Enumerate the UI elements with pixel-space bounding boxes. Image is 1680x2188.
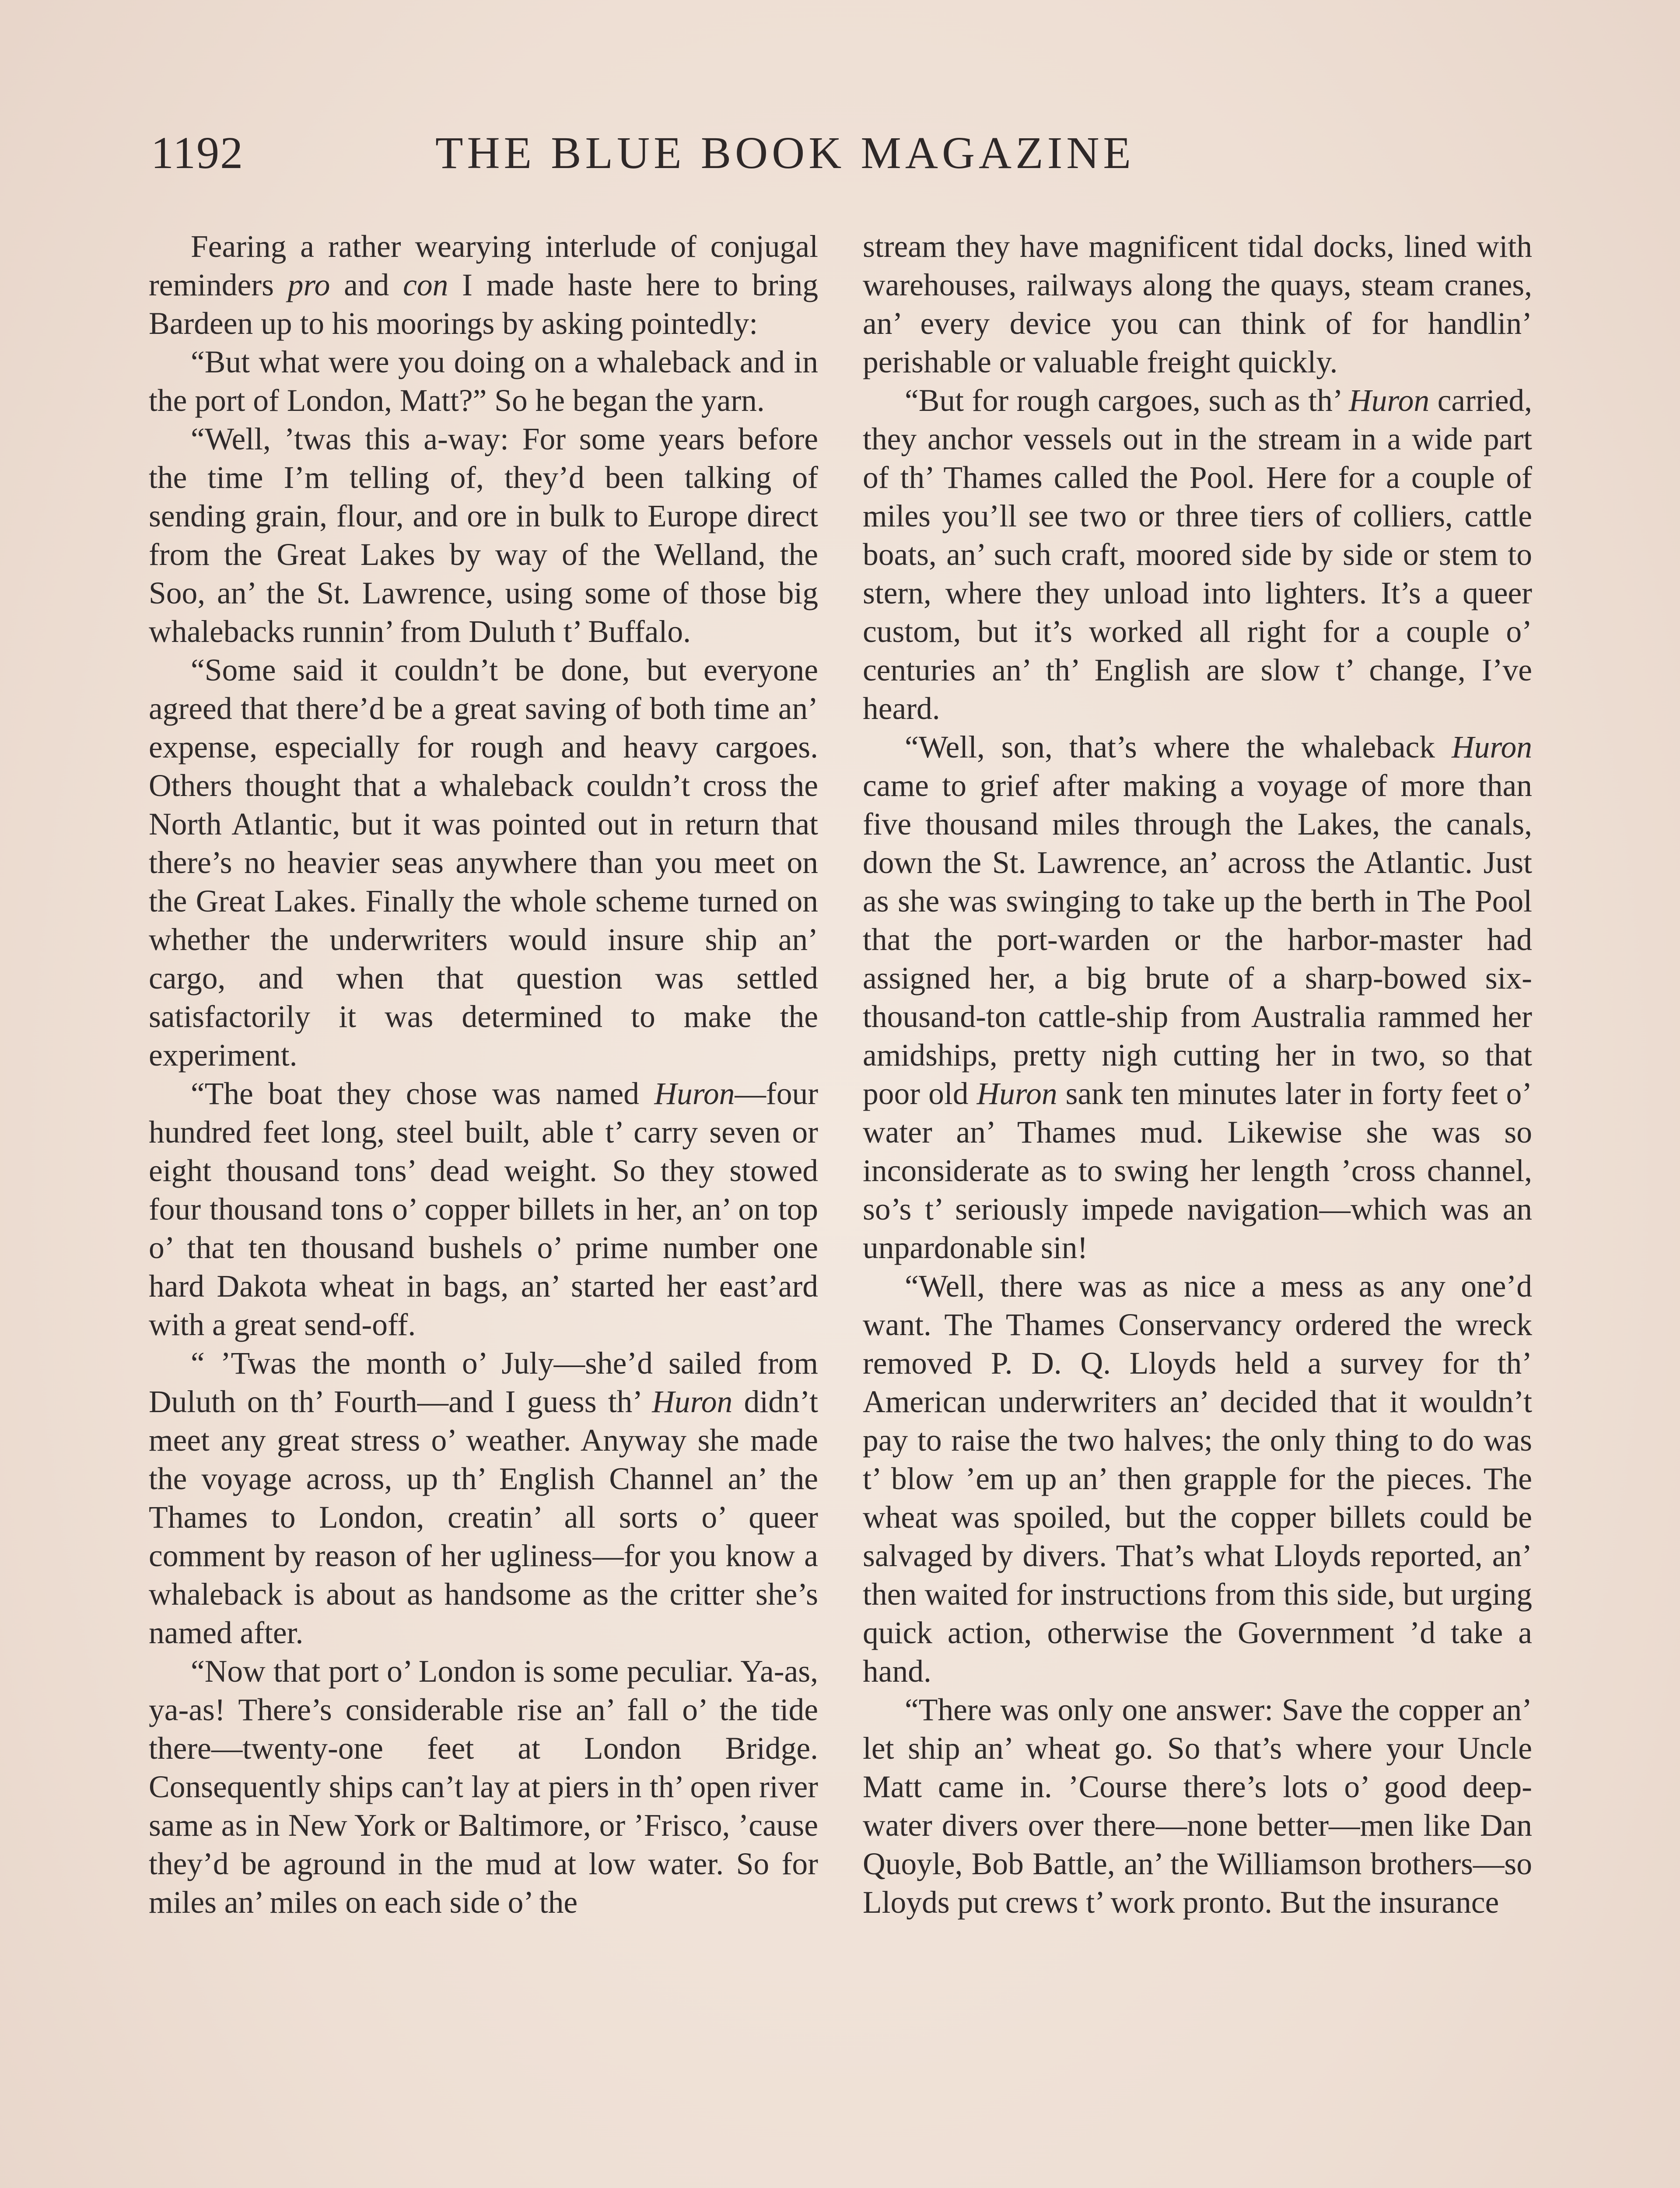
text-run: Fearing a rather wearying interlude of conjugal reminders bbox=[149, 229, 818, 302]
paragraph-continued: stream they have magnificent tidal docks, lined with warehouses, railways along the quays, steam cranes, an’ every device you can think of for handlin’ perishable or valuable freight quickly. bbox=[863, 229, 1532, 379]
paragraph bbox=[863, 382, 1532, 728]
text-run: “Well, son, that’s where the whaleback bbox=[905, 730, 1435, 764]
page-number: 1192 bbox=[151, 128, 244, 178]
paragraph: “Some said it couldn’t be done, but everyone agreed that there’d be a great saving of both time an’ expense, especially for rough and heavy cargoes. Others thought that a whaleback couldn’t cross the North Atlantic, but it was pointed out in return that there’s no heavier seas anywhere than you meet on the Great Lakes. Finally the whole scheme turned on whether the underwriters would insure ship an’ cargo, and when that question was settled satisfactorily it was determined to make the experiment. bbox=[149, 653, 818, 1073]
right-column bbox=[863, 228, 1532, 1922]
text-run: I made haste here to bring Bardeen up to his moorings by asking pointedly: bbox=[149, 268, 819, 341]
text-run: sank ten minutes later in forty feet o’ water an’ Thames mud. Likewise she was so inconsiderate as to swing her length ’cross channel, so’s t’ seriously impede navigation—which was an unpardonable sin! bbox=[863, 1076, 1533, 1265]
running-title: THE BLUE BOOK MAGAZINE bbox=[435, 128, 1135, 178]
text-run: “But for rough cargoes, such as th’ bbox=[905, 383, 1341, 418]
paragraph bbox=[149, 228, 818, 343]
paragraph bbox=[149, 1075, 818, 1344]
text-run: —four hundred feet long, steel built, able t’ carry seven or eight thousand tons’ dead weight. So they stowed four thousand tons o’ copper billets in her, an’ on top o’ that ten thousand bushels o’ prime number one hard Dakota wheat in bags, an’ started her east’ard with a great send-off. bbox=[149, 1076, 819, 1342]
text-run: carried, they anchor vessels out in the stream in a wide part of th’ Thames called the Pool. Here for a couple of miles you’ll see two or three tiers of colliers, cattle boats, an’ such craft, moored side by side or stem to stern, where they unload into lighters. It’s a queer custom, but it’s worked all right for a couple o’ centuries an’ th’ English are slow t’ change, I’ve heard. bbox=[863, 383, 1532, 726]
left-column bbox=[149, 228, 818, 1922]
text-run: came to grief after making a voyage of more than five thousand miles through the Lakes, the canals, down the St. Lawrence, an’ across the Atlantic. Just as she was swinging to take up the berth in The Pool that the port-warden or the harbor-master had assigned her, a big brute of a sharp-bowed six-thousand-ton cattle-ship from Australia rammed her amidships, pretty nigh cutting her in two, so that poor old bbox=[863, 768, 1532, 1111]
paragraph: “Now that port o’ London is some peculiar. Ya-as, ya-as! There’s considerable rise an’ fall o’ the tide there—twenty-one feet at London Bridge. Consequently ships can’t lay at piers in th’ open river same as in New York or Baltimore, or ’Frisco, ’cause they’d be aground in the mud at low water. So for miles an’ miles on each side o’ the bbox=[149, 1654, 818, 1920]
ship-name: Huron bbox=[654, 1076, 735, 1111]
paragraph bbox=[863, 728, 1532, 1267]
text-run: “ ’Twas the month o’ July—she’d sailed from Duluth on th’ Fourth—and I guess th’ bbox=[149, 1346, 818, 1419]
text-run: didn’t meet any great stress o’ weather. Anyway she made the voyage across, up th’ English Channel an’ the Thames to London, creatin’ all sorts o’ queer comment by reason of her ugliness—for you know a whaleback is about as handsome as the critter she’s named after. bbox=[149, 1385, 818, 1650]
paragraph: “There was only one answer: Save the copper an’ let ship an’ wheat go. So that’s where your Uncle Matt came in. ’Course there’s lots o’ good deep-water divers over there—none better—men like Dan Quoyle, Bob Battle, an’ the Williamson brothers—so Lloyds put crews t’ work pronto. But the insurance bbox=[863, 1693, 1532, 1920]
italic-word: con bbox=[403, 268, 448, 302]
ship-name: Huron bbox=[1451, 730, 1532, 764]
page-header bbox=[151, 127, 1240, 188]
paragraph bbox=[149, 1344, 818, 1652]
italic-word: pro bbox=[287, 268, 330, 302]
ship-name: Huron bbox=[652, 1385, 733, 1419]
text-run: and bbox=[344, 268, 389, 302]
paragraph: “Well, there was as nice a mess as any one’d want. The Thames Conservancy ordered the wreck removed P. D. Q. Lloyds held a survey for th’ American underwriters an’ decided that it wouldn’t pay to raise the two halves; the only thing to do was t’ blow ’em up an’ then grapple for the pieces. The wheat was spoiled, but the copper billets could be salvaged by divers. That’s what Lloyds reported, an’ then waited for instructions from this side, but urging quick action, otherwise the Government ’d take a hand. bbox=[863, 1269, 1532, 1689]
ship-name: Huron bbox=[976, 1076, 1057, 1111]
paragraph: “But what were you doing on a whaleback and in the port of London, Matt?” So he began the yarn. bbox=[149, 345, 818, 418]
text-run: “The boat they chose was named bbox=[191, 1076, 640, 1111]
ship-name: Huron bbox=[1349, 383, 1430, 418]
paragraph: “Well, ’twas this a-way: For some years before the time I’m telling of, they’d been talking of sending grain, flour, and ore in bulk to Europe direct from the Great Lakes by way of the Welland, the Soo, an’ the St. Lawrence, using some of those big whalebacks runnin’ from Duluth t’ Buffalo. bbox=[149, 422, 818, 649]
